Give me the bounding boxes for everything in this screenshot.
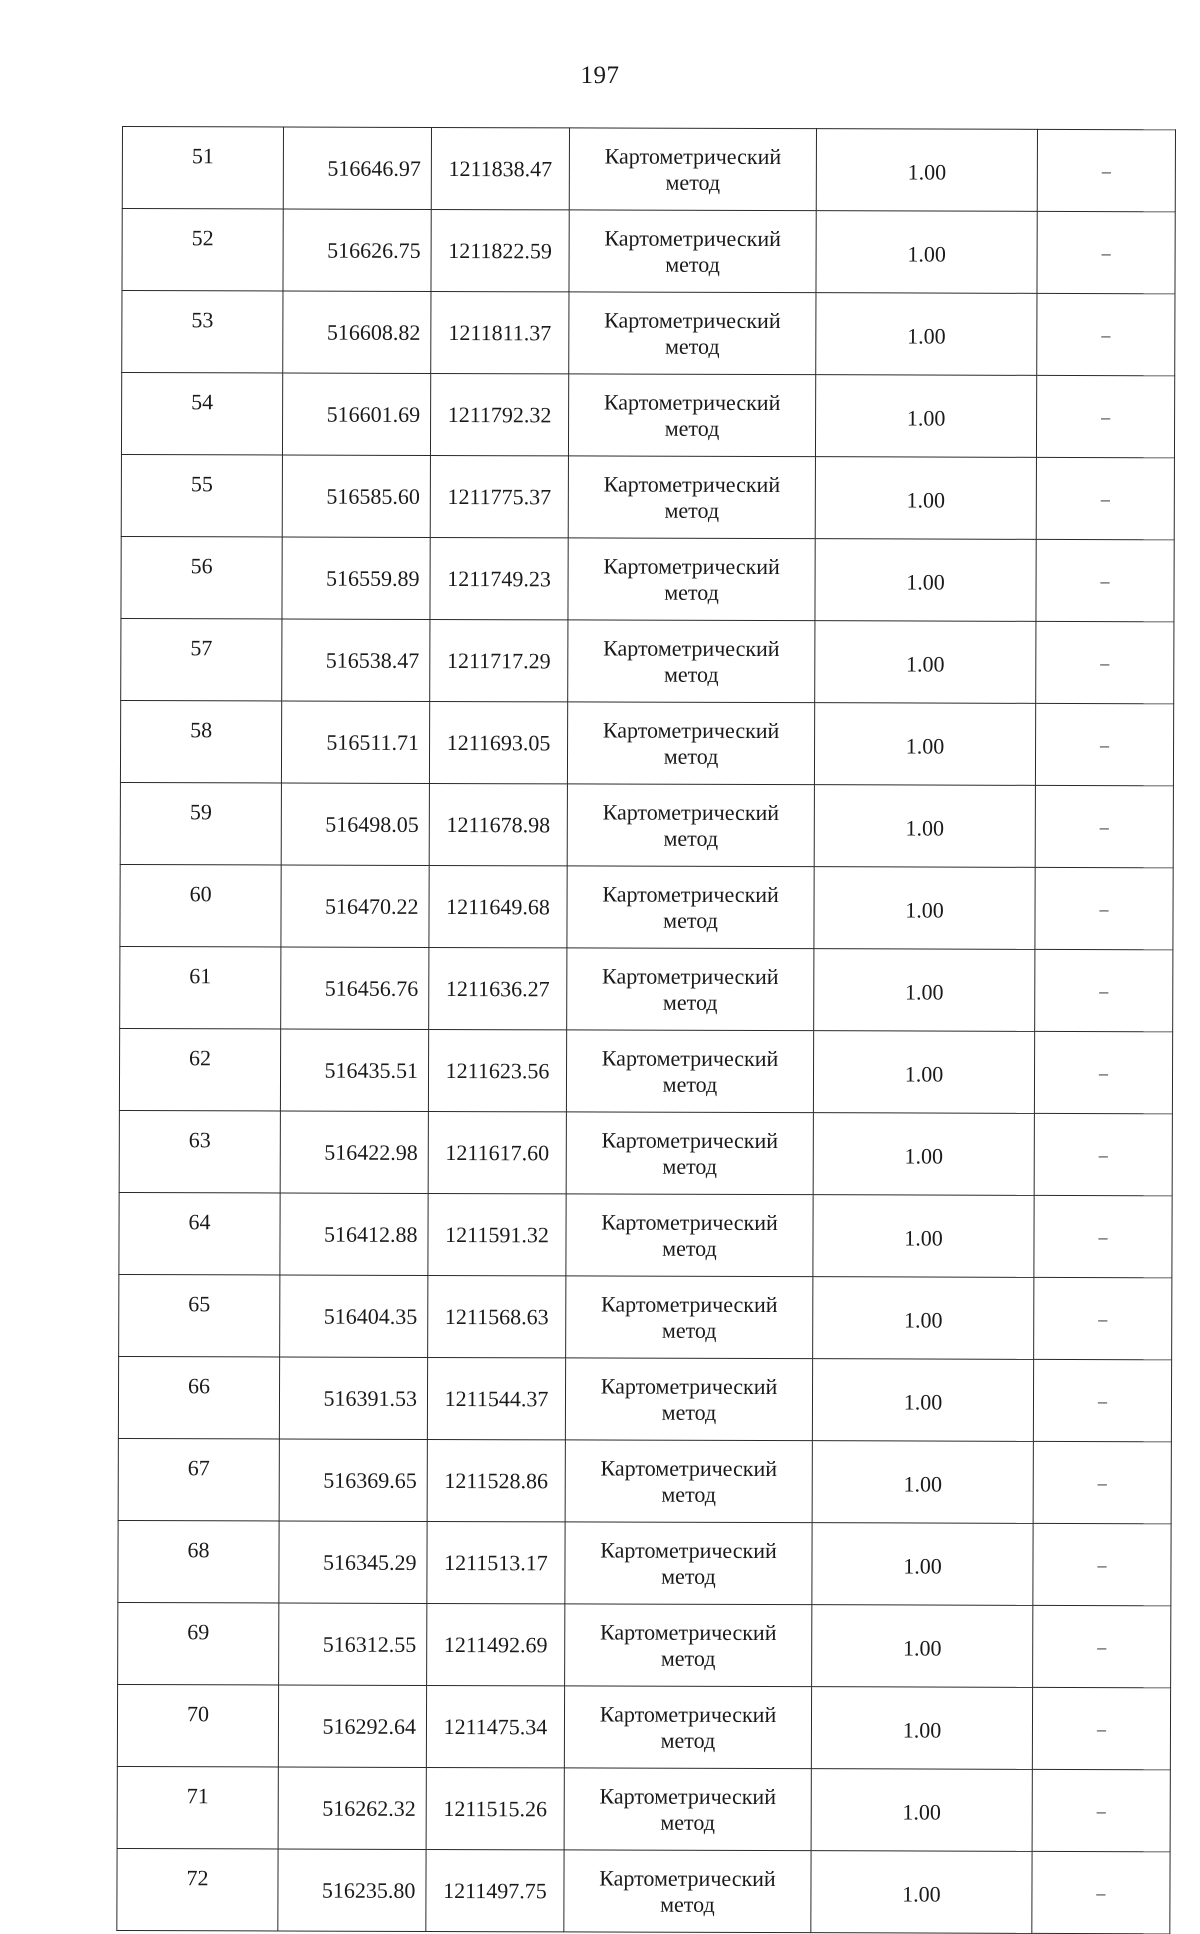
method-line-1: Картометрический — [603, 389, 781, 415]
note-cell: – — [1035, 785, 1173, 867]
point-number-cell: 53 — [122, 291, 283, 374]
note-cell: – — [1034, 1031, 1172, 1113]
accuracy-cell: 1.00 — [814, 867, 1035, 950]
x-coordinate-cell: 516559.89 — [282, 537, 430, 619]
note-cell: – — [1037, 129, 1175, 211]
point-number-cell: 59 — [120, 782, 281, 865]
accuracy-cell: 1.00 — [812, 1523, 1033, 1606]
y-coordinate-cell: 1211528.86 — [427, 1439, 565, 1521]
table-row — [119, 1110, 1172, 1195]
accuracy-cell: 1.00 — [812, 1441, 1033, 1524]
note-cell: – — [1035, 703, 1173, 785]
method-line-1: Картометрический — [604, 307, 781, 333]
method-line-2: метод — [661, 1563, 716, 1589]
y-coordinate-cell: 1211811.37 — [431, 291, 569, 373]
note-cell: – — [1035, 949, 1173, 1031]
x-coordinate-cell: 516412.88 — [280, 1193, 428, 1275]
method-line-1: Картометрический — [599, 1701, 777, 1727]
x-coordinate-cell: 516292.64 — [278, 1685, 426, 1767]
table-row — [120, 946, 1173, 1031]
point-number-cell: 62 — [119, 1028, 280, 1111]
method-line-1: Картометрический — [602, 881, 779, 907]
x-coordinate-cell: 516498.05 — [281, 783, 429, 865]
table-row — [120, 700, 1173, 785]
method-cell — [564, 1850, 811, 1933]
accuracy-cell: 1.00 — [815, 621, 1036, 704]
point-number-cell: 56 — [121, 536, 282, 619]
method-line-2: метод — [665, 251, 720, 277]
table-row — [118, 1438, 1171, 1523]
method-line-2: метод — [663, 661, 719, 687]
x-coordinate-cell: 516585.60 — [282, 455, 430, 537]
method-line-1: Картометрический — [600, 1455, 778, 1481]
x-coordinate-cell: 516422.98 — [280, 1111, 428, 1193]
method-cell — [569, 128, 816, 211]
note-cell: – — [1034, 1277, 1172, 1359]
y-coordinate-cell: 1211717.29 — [430, 619, 568, 701]
y-coordinate-cell: 1211617.60 — [428, 1111, 566, 1193]
table-row — [122, 209, 1175, 294]
y-coordinate-cell: 1211497.75 — [426, 1849, 564, 1931]
y-coordinate-cell: 1211515.26 — [426, 1767, 564, 1849]
x-coordinate-cell: 516470.22 — [281, 865, 429, 947]
coordinates-table — [116, 126, 1176, 1934]
y-coordinate-cell: 1211649.68 — [429, 865, 567, 947]
point-number-cell: 60 — [120, 864, 281, 947]
point-number-cell: 68 — [118, 1520, 279, 1603]
table-row — [121, 536, 1174, 621]
method-cell — [566, 1112, 813, 1195]
accuracy-cell: 1.00 — [815, 539, 1036, 622]
method-line-2: метод — [662, 1153, 718, 1179]
x-coordinate-cell: 516391.53 — [279, 1357, 427, 1439]
point-number-cell: 71 — [117, 1766, 278, 1849]
accuracy-cell: 1.00 — [812, 1359, 1033, 1442]
point-number-cell: 70 — [117, 1684, 278, 1767]
method-line-1: Картометрический — [601, 1127, 779, 1153]
note-cell: – — [1032, 1687, 1170, 1769]
point-number-cell: 55 — [121, 454, 282, 537]
note-cell: – — [1032, 1769, 1170, 1851]
method-cell — [566, 1276, 813, 1359]
method-line-1: Картометрический — [600, 1537, 777, 1563]
method-line-1: Картометрический — [602, 717, 780, 743]
note-cell: – — [1032, 1851, 1170, 1933]
x-coordinate-cell: 516511.71 — [281, 701, 429, 783]
note-cell: – — [1037, 211, 1175, 293]
method-line-1: Картометрический — [602, 963, 779, 989]
method-line-1: Картометрический — [603, 635, 780, 661]
x-coordinate-cell: 516538.47 — [282, 619, 430, 701]
method-line-1: Картометрический — [601, 1209, 778, 1235]
note-cell: – — [1036, 621, 1174, 703]
method-cell — [568, 456, 815, 539]
method-cell — [569, 292, 816, 375]
method-line-2: метод — [660, 1645, 716, 1671]
method-line-2: метод — [664, 415, 720, 441]
x-coordinate-cell: 516626.75 — [283, 209, 431, 291]
y-coordinate-cell: 1211623.56 — [428, 1029, 566, 1111]
y-coordinate-cell: 1211775.37 — [430, 455, 568, 537]
y-coordinate-cell: 1211749.23 — [430, 537, 568, 619]
method-cell — [565, 1604, 812, 1687]
method-line-1: Картометрический — [603, 471, 781, 497]
y-coordinate-cell: 1211591.32 — [428, 1193, 566, 1275]
method-cell — [567, 702, 814, 785]
method-line-1: Картометрический — [604, 143, 782, 169]
x-coordinate-cell: 516312.55 — [279, 1603, 427, 1685]
method-line-2: метод — [660, 1891, 715, 1917]
point-number-cell: 52 — [122, 209, 283, 292]
y-coordinate-cell: 1211492.69 — [427, 1603, 565, 1685]
x-coordinate-cell: 516646.97 — [283, 127, 431, 209]
table-row — [120, 782, 1173, 867]
method-line-1: Картометрический — [599, 1865, 776, 1891]
accuracy-cell: 1.00 — [813, 1031, 1034, 1114]
point-number-cell: 63 — [119, 1110, 280, 1193]
accuracy-cell: 1.00 — [816, 293, 1037, 376]
x-coordinate-cell: 516235.80 — [278, 1849, 426, 1931]
page-number: 197 — [580, 62, 620, 89]
table-row — [121, 454, 1174, 539]
accuracy-cell: 1.00 — [814, 785, 1035, 868]
x-coordinate-cell: 516456.76 — [281, 947, 429, 1029]
accuracy-cell: 1.00 — [816, 211, 1037, 294]
y-coordinate-cell: 1211568.63 — [428, 1275, 566, 1357]
method-cell — [567, 784, 814, 867]
x-coordinate-cell: 516601.69 — [282, 373, 430, 455]
method-line-2: метод — [661, 1481, 717, 1507]
point-number-cell: 51 — [122, 127, 283, 210]
x-coordinate-cell: 516369.65 — [279, 1439, 427, 1521]
y-coordinate-cell: 1211838.47 — [431, 127, 569, 209]
method-line-2: метод — [661, 1317, 717, 1343]
y-coordinate-cell: 1211513.17 — [427, 1521, 565, 1603]
table-row — [121, 618, 1174, 703]
method-cell — [569, 210, 816, 293]
method-cell — [565, 1358, 812, 1441]
table-row — [117, 1766, 1170, 1851]
table-row — [121, 373, 1174, 458]
accuracy-cell: 1.00 — [813, 1113, 1034, 1196]
method-cell — [566, 1194, 813, 1277]
accuracy-cell: 1.00 — [812, 1605, 1033, 1688]
point-number-cell: 65 — [119, 1274, 280, 1357]
method-line-1: Картометрический — [603, 553, 780, 579]
point-number-cell: 58 — [120, 700, 281, 783]
note-cell: – — [1034, 1113, 1172, 1195]
note-cell: – — [1036, 457, 1174, 539]
point-number-cell: 67 — [118, 1438, 279, 1521]
method-cell — [568, 374, 815, 457]
note-cell: – — [1033, 1441, 1171, 1523]
x-coordinate-cell: 516345.29 — [279, 1521, 427, 1603]
table-row — [122, 127, 1175, 212]
note-cell: – — [1033, 1605, 1171, 1687]
note-cell: – — [1037, 293, 1175, 375]
method-line-2: метод — [663, 907, 718, 933]
method-cell — [568, 538, 815, 621]
method-cell — [566, 1030, 813, 1113]
y-coordinate-cell: 1211475.34 — [426, 1685, 564, 1767]
note-cell: – — [1035, 867, 1173, 949]
note-cell: – — [1034, 1195, 1172, 1277]
method-cell — [565, 1440, 812, 1523]
x-coordinate-cell: 516435.51 — [280, 1029, 428, 1111]
table-row — [118, 1356, 1171, 1441]
table-row — [118, 1520, 1171, 1605]
note-cell: – — [1033, 1523, 1171, 1605]
accuracy-cell: 1.00 — [813, 1277, 1034, 1360]
method-cell — [567, 948, 814, 1031]
point-number-cell: 54 — [121, 373, 282, 456]
method-line-1: Картометрический — [604, 225, 781, 251]
table-row — [119, 1192, 1172, 1277]
x-coordinate-cell: 516404.35 — [280, 1275, 428, 1357]
accuracy-cell: 1.00 — [814, 703, 1035, 786]
note-cell: – — [1036, 539, 1174, 621]
table-body — [117, 127, 1176, 1934]
point-number-cell: 69 — [118, 1602, 279, 1685]
method-line-1: Картометрический — [599, 1619, 777, 1645]
x-coordinate-cell: 516608.82 — [283, 291, 431, 373]
accuracy-cell: 1.00 — [815, 375, 1036, 458]
table-row — [122, 291, 1175, 376]
method-line-2: метод — [662, 1071, 718, 1097]
accuracy-cell: 1.00 — [811, 1769, 1032, 1852]
accuracy-cell: 1.00 — [816, 129, 1037, 212]
method-cell — [568, 620, 815, 703]
note-cell: – — [1033, 1359, 1171, 1441]
accuracy-cell: 1.00 — [811, 1687, 1032, 1770]
method-line-2: метод — [661, 1399, 717, 1425]
method-line-2: метод — [662, 989, 718, 1015]
y-coordinate-cell: 1211693.05 — [429, 701, 567, 783]
y-coordinate-cell: 1211792.32 — [430, 373, 568, 455]
method-cell — [564, 1768, 811, 1851]
accuracy-cell: 1.00 — [811, 1851, 1032, 1934]
table-row — [119, 1028, 1172, 1113]
method-line-2: метод — [660, 1727, 716, 1753]
point-number-cell: 57 — [121, 618, 282, 701]
method-line-1: Картометрический — [601, 1291, 778, 1317]
y-coordinate-cell: 1211822.59 — [431, 209, 569, 291]
method-line-1: Картометрический — [600, 1373, 778, 1399]
method-line-2: метод — [664, 579, 719, 605]
method-cell — [564, 1686, 811, 1769]
note-cell: – — [1036, 375, 1174, 457]
x-coordinate-cell: 516262.32 — [278, 1767, 426, 1849]
table-row — [120, 864, 1173, 949]
y-coordinate-cell: 1211636.27 — [429, 947, 567, 1029]
accuracy-cell: 1.00 — [815, 457, 1036, 540]
table-row — [117, 1684, 1170, 1769]
method-line-2: метод — [665, 169, 721, 195]
method-line-2: метод — [664, 333, 720, 359]
table-row — [117, 1848, 1170, 1933]
method-line-1: Картометрический — [601, 1045, 779, 1071]
method-line-2: метод — [662, 1235, 717, 1261]
table-row — [118, 1602, 1171, 1687]
point-number-cell: 64 — [119, 1192, 280, 1275]
method-cell — [565, 1522, 812, 1605]
point-number-cell: 72 — [117, 1848, 278, 1931]
method-line-2: метод — [663, 743, 719, 769]
method-line-2: метод — [664, 497, 720, 523]
y-coordinate-cell: 1211678.98 — [429, 783, 567, 865]
method-line-2: метод — [660, 1809, 715, 1835]
accuracy-cell: 1.00 — [814, 949, 1035, 1032]
method-cell — [567, 866, 814, 949]
table-row — [119, 1274, 1172, 1359]
method-line-1: Картометрический — [602, 799, 780, 825]
accuracy-cell: 1.00 — [813, 1195, 1034, 1278]
point-number-cell: 66 — [118, 1356, 279, 1439]
method-line-2: метод — [663, 825, 719, 851]
method-line-1: Картометрический — [599, 1783, 777, 1809]
point-number-cell: 61 — [120, 946, 281, 1029]
y-coordinate-cell: 1211544.37 — [427, 1357, 565, 1439]
